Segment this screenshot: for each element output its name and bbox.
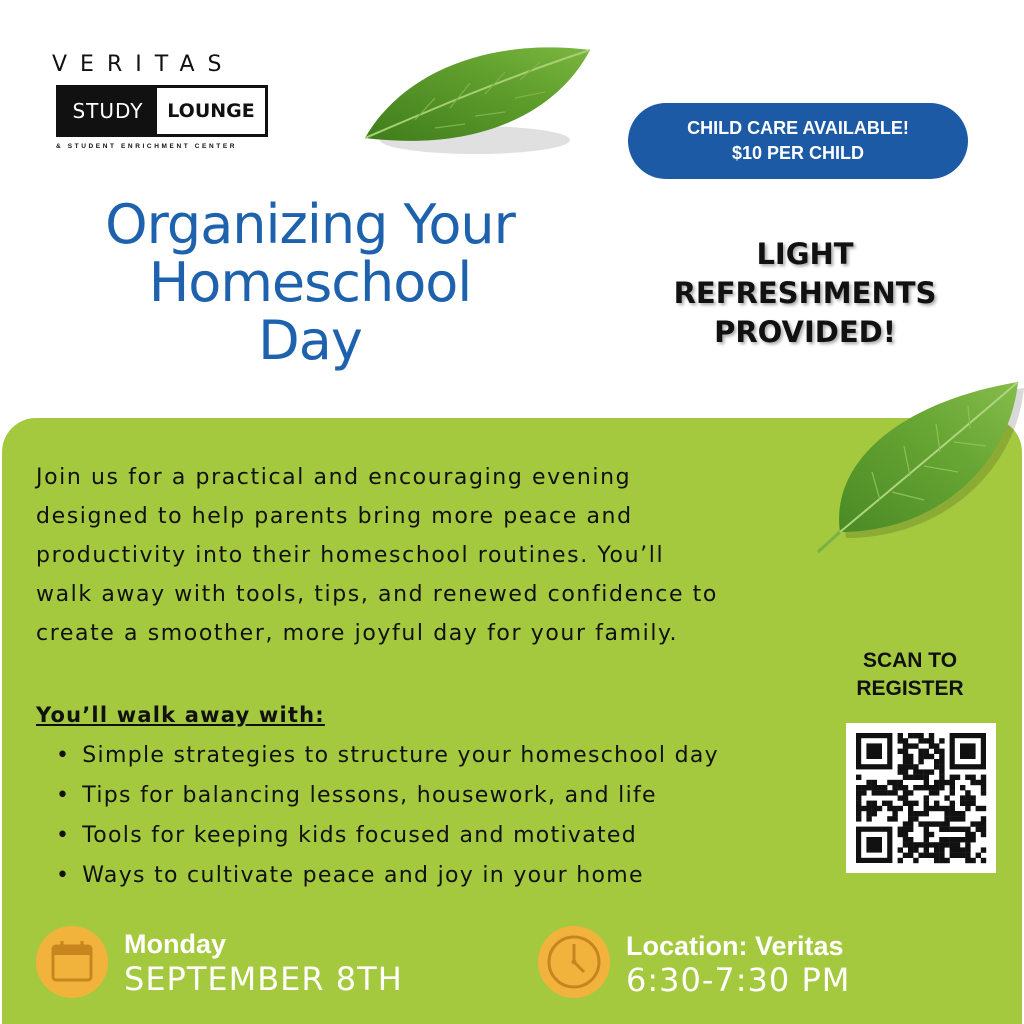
- list-item: • Simple strategies to structure your homeschool day: [56, 736, 719, 776]
- childcare-badge: [628, 103, 968, 179]
- register-label: [830, 647, 990, 703]
- intro-line: designed to help parents bring more peace and: [36, 504, 633, 529]
- walk-away-heading: You’ll walk away with:: [36, 703, 325, 727]
- intro-line: Join us for a practical and encouraging evening: [36, 465, 632, 490]
- logo-lounge: LOUNGE: [167, 100, 255, 122]
- childcare-line-1: CHILD CARE AVAILABLE!: [687, 118, 909, 138]
- intro-paragraph: [36, 458, 836, 653]
- qr-code-graphic: [846, 723, 996, 873]
- refreshments-line-1: LIGHT: [756, 237, 854, 271]
- event-title: [30, 193, 590, 372]
- intro-line: create a smoother, more joyful day for your family.: [36, 621, 679, 646]
- clock-icon: [538, 926, 610, 998]
- logo-box: [56, 85, 268, 137]
- title-line-3: Day: [258, 309, 362, 372]
- refreshments-line-2: REFRESHMENTS: [673, 276, 937, 310]
- walk-away-list: [56, 736, 719, 896]
- title-line-2: Homeschool: [148, 251, 472, 314]
- event-location: Location: Veritas: [626, 931, 844, 961]
- logo-study: STUDY: [59, 88, 157, 134]
- list-item: • Tips for balancing lessons, housework, and life: [56, 776, 719, 816]
- refreshments-note: [630, 235, 980, 352]
- refreshments-line-3: PROVIDED!: [714, 315, 896, 349]
- leaf-icon: [345, 28, 600, 178]
- register-line-1: SCAN TO: [862, 649, 958, 672]
- list-item: • Tools for keeping kids focused and motivated: [56, 816, 719, 856]
- logo-subtitle: & STUDENT ENRICHMENT CENTER: [56, 143, 238, 150]
- qr-code[interactable]: [846, 723, 996, 873]
- list-item: • Ways to cultivate peace and joy in your home: [56, 856, 719, 896]
- title-line-1: Organizing Your: [105, 193, 515, 256]
- event-date: SEPTEMBER 8TH: [124, 960, 403, 998]
- childcare-line-2: $10 PER CHILD: [731, 143, 865, 163]
- logo-veritas: VERITAS: [52, 52, 235, 77]
- register-line-2: REGISTER: [856, 677, 964, 700]
- intro-line: productivity into their homeschool routines. You’ll: [36, 543, 665, 568]
- event-day: Monday: [124, 929, 227, 959]
- intro-line: walk away with tools, tips, and renewed confidence to: [36, 582, 718, 607]
- event-time: 6:30-7:30 PM: [626, 961, 851, 999]
- calendar-icon: [36, 926, 108, 998]
